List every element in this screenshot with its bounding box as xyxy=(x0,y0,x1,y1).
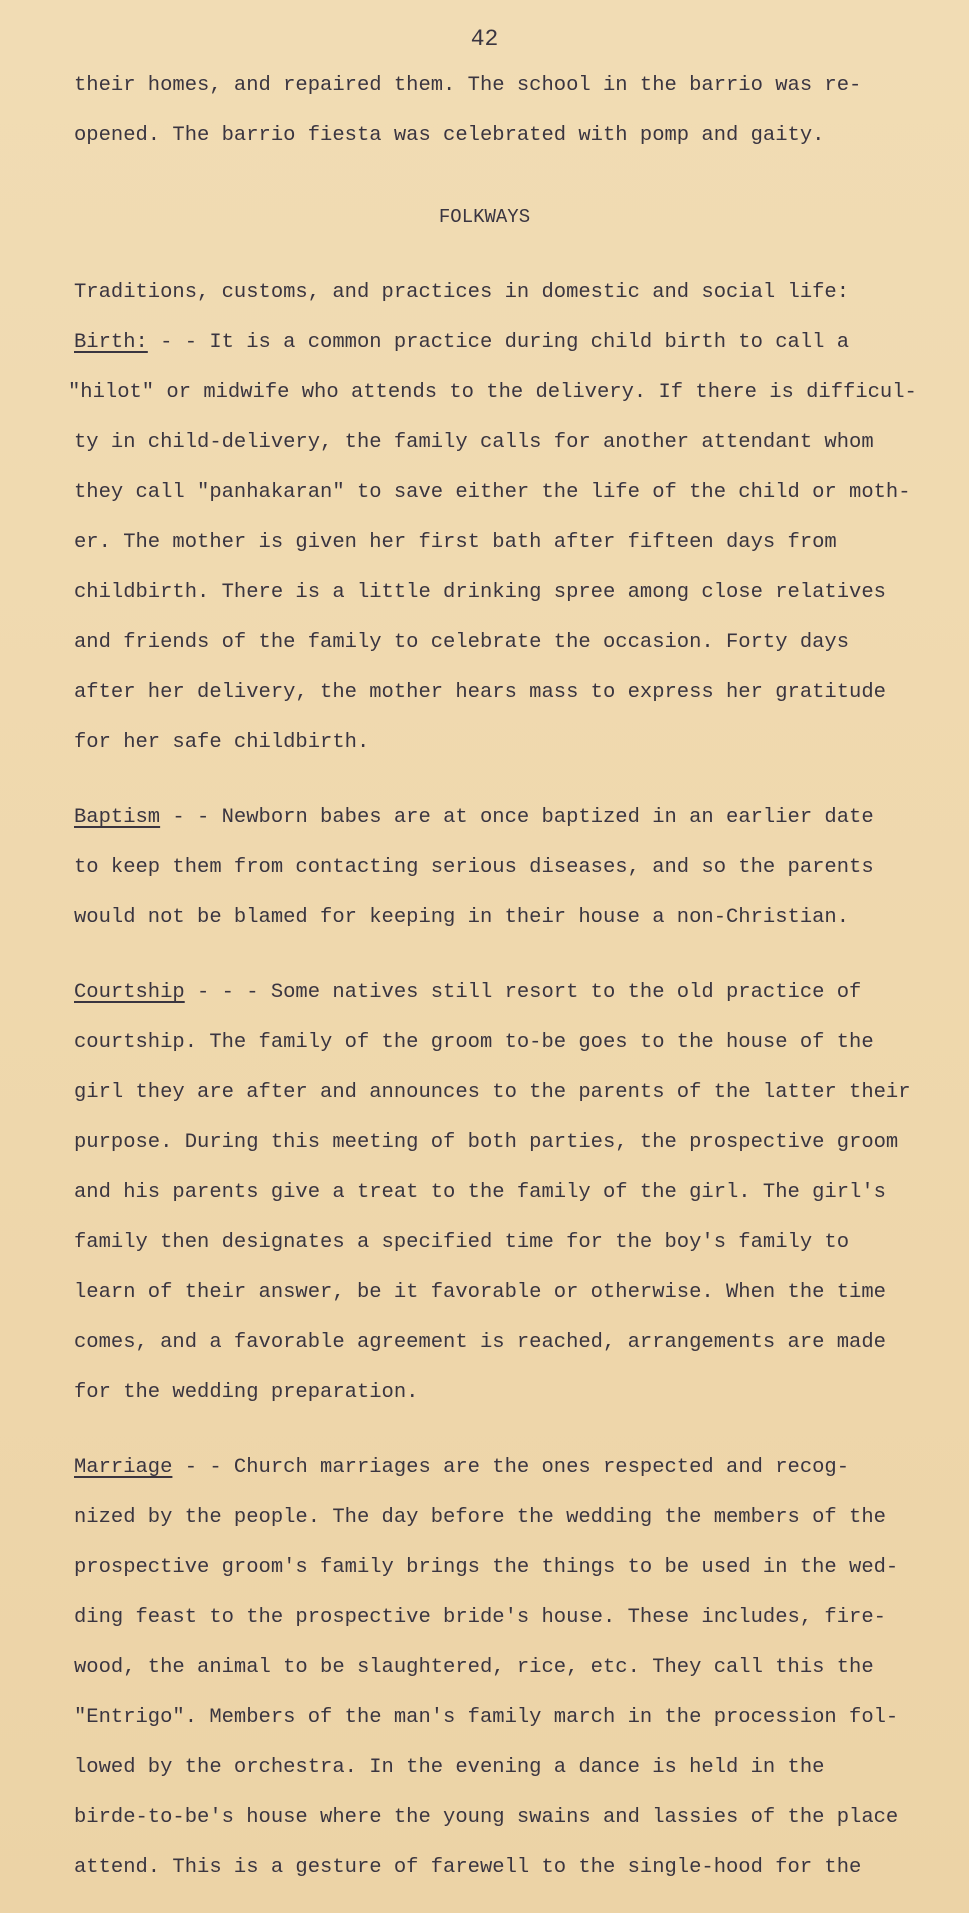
text-line: their homes, and repaired them. The school in the barrio was re- xyxy=(74,74,862,97)
marriage-label: Marriage xyxy=(74,1456,173,1479)
text-line: prospective groom's family brings the things to be used in the wed- xyxy=(74,1556,899,1579)
text-line: girl they are after and announces to the parents of the latter their xyxy=(74,1081,911,1104)
courtship-label: Courtship xyxy=(74,981,185,1004)
section-heading: FOLKWAYS xyxy=(438,206,531,228)
marriage-paragraph-first-line xyxy=(74,1456,849,1479)
text-line: "Entrigo". Members of the man's family march in the procession fol- xyxy=(74,1706,899,1729)
text-line: - - Church marriages are the ones respected and recog- xyxy=(172,1456,850,1479)
text-line: would not be blamed for keeping in their house a non-Christian. xyxy=(74,906,850,929)
text-line: - - - Some natives still resort to the old practice of xyxy=(184,981,862,1004)
text-line: opened. The barrio fiesta was celebrated with pomp and gaity. xyxy=(74,124,825,147)
text-line: - - It is a common practice during child birth to call a xyxy=(147,331,850,354)
baptism-paragraph-first-line xyxy=(74,806,874,829)
text-line: wood, the animal to be slaughtered, rice, etc. They call this the xyxy=(74,1656,874,1679)
section-intro: Traditions, customs, and practices in domestic and social life: xyxy=(74,281,850,304)
text-line: and friends of the family to celebrate the occasion. Forty days xyxy=(74,631,850,654)
text-line: "hilot" or midwife who attends to the delivery. If there is difficul- xyxy=(68,381,917,404)
text-line: for the wedding preparation. xyxy=(74,1381,419,1404)
text-line: comes, and a favorable agreement is reached, arrangements are made xyxy=(74,1331,886,1354)
text-line: purpose. During this meeting of both parties, the prospective groom xyxy=(74,1131,899,1154)
text-line: ding feast to the prospective bride's house. These includes, fire- xyxy=(74,1606,886,1629)
text-line: to keep them from contacting serious diseases, and so the parents xyxy=(74,856,874,879)
page-number: 42 xyxy=(470,26,499,52)
text-line: birde-to-be's house where the young swains and lassies of the place xyxy=(74,1806,899,1829)
text-line: nized by the people. The day before the wedding the members of the xyxy=(74,1506,886,1529)
baptism-label: Baptism xyxy=(74,806,161,829)
text-line: learn of their answer, be it favorable or otherwise. When the time xyxy=(74,1281,886,1304)
text-line: courtship. The family of the groom to-be goes to the house of the xyxy=(74,1031,874,1054)
text-line: and his parents give a treat to the family of the girl. The girl's xyxy=(74,1181,886,1204)
text-line: attend. This is a gesture of farewell to the single-hood for the xyxy=(74,1856,862,1879)
text-line: lowed by the orchestra. In the evening a dance is held in the xyxy=(74,1756,825,1779)
text-line: after her delivery, the mother hears mass to express her gratitude xyxy=(74,681,886,704)
text-line: family then designates a specified time for the boy's family to xyxy=(74,1231,850,1254)
text-line: childbirth. There is a little drinking spree among close relatives xyxy=(74,581,886,604)
text-line: - - Newborn babes are at once baptized in an earlier date xyxy=(160,806,874,829)
text-line: they call "panhakaran" to save either the life of the child or moth- xyxy=(74,481,911,504)
birth-paragraph-first-line xyxy=(74,331,849,354)
courtship-paragraph-first-line xyxy=(74,981,861,1004)
text-line: er. The mother is given her first bath after fifteen days from xyxy=(74,531,837,554)
text-line: ty in child-delivery, the family calls for another attendant whom xyxy=(74,431,874,454)
birth-label: Birth: xyxy=(74,331,148,354)
text-line: for her safe childbirth. xyxy=(74,731,370,754)
